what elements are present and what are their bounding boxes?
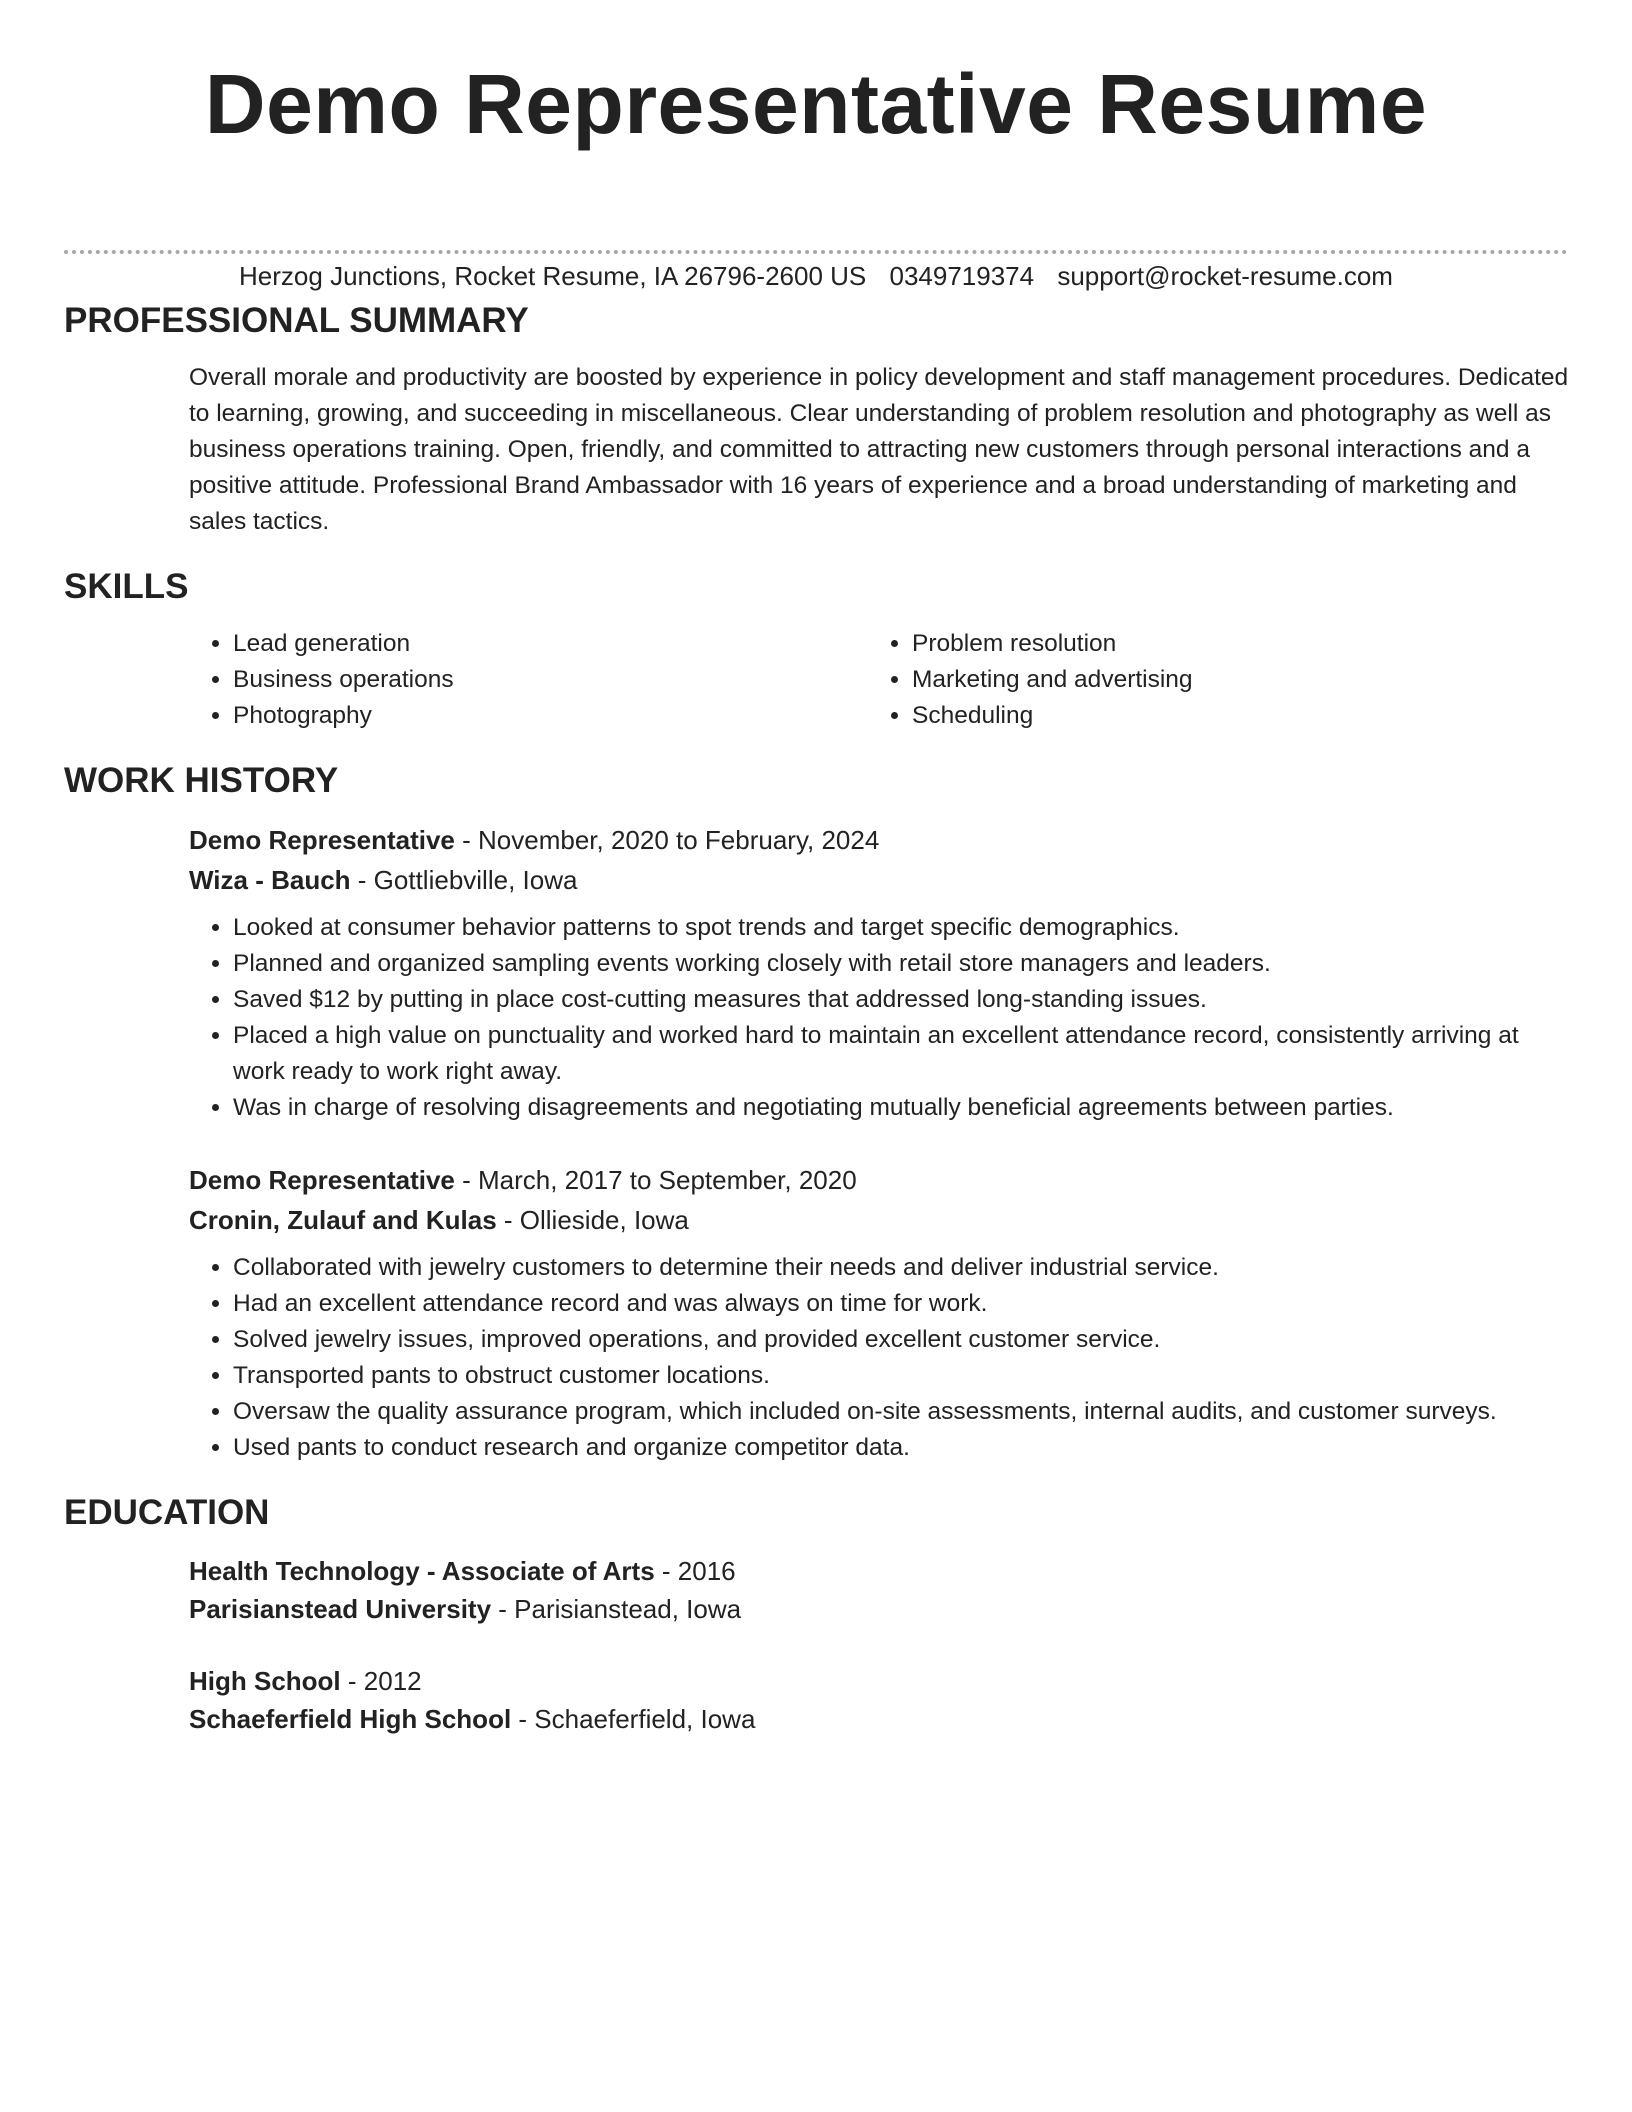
- education-year: 2016: [677, 1556, 736, 1586]
- education-school: Schaeferfield High School: [189, 1704, 512, 1734]
- job-header: Demo Representative - March, 2017 to September, 2020: [189, 1165, 857, 1195]
- job-bullet: • Transported pants to obstruct customer locations.: [233, 1358, 1574, 1394]
- job-location: Gottliebville, Iowa: [373, 865, 578, 895]
- skill-item: • Lead generation: [233, 626, 868, 662]
- education-location: Parisianstead, Iowa: [514, 1594, 742, 1624]
- skill-item: • Marketing and advertising: [912, 662, 1547, 698]
- job-bullet: • Oversaw the quality assurance program, which included on-site assessments, internal audits, and customer surveys.: [233, 1394, 1574, 1430]
- skills-list: [64, 626, 1568, 734]
- job-company-line: Wiza - Bauch - Gottliebville, Iowa: [189, 865, 578, 895]
- skill-item: • Business operations: [233, 662, 868, 698]
- job-bullet: • Used pants to conduct research and organize competitor data.: [233, 1430, 1574, 1466]
- job-position: Demo Representative: [189, 825, 455, 855]
- job-bullet: • Placed a high value on punctuality and worked hard to maintain an excellent attendance record, consistently arriving at work ready to work right away.: [233, 1018, 1574, 1090]
- contact-info: [0, 258, 1632, 294]
- job-dates: March, 2017 to September, 2020: [478, 1165, 857, 1195]
- education-degree: High School: [189, 1666, 341, 1696]
- job-bullet: • Looked at consumer behavior patterns to spot trends and target specific demographics.: [233, 910, 1574, 946]
- job-dates: November, 2020 to February, 2024: [478, 825, 880, 855]
- job-company: Cronin, Zulauf and Kulas: [189, 1205, 497, 1235]
- contact-email[interactable]: support@rocket-resume.com: [1057, 261, 1393, 291]
- skill-item: • Scheduling: [912, 698, 1547, 734]
- job-position: Demo Representative: [189, 1165, 455, 1195]
- education-school-line: Schaeferfield High School - Schaeferfield, Iowa: [189, 1704, 756, 1734]
- education-location: Schaeferfield, Iowa: [534, 1704, 756, 1734]
- contact-phone: 0349719374: [889, 261, 1035, 291]
- education-school-line: Parisianstead University - Parisianstead, Iowa: [189, 1594, 742, 1624]
- job-bullet: • Collaborated with jewelry customers to determine their needs and deliver industrial service.: [233, 1250, 1574, 1286]
- skill-item: • Problem resolution: [912, 626, 1547, 662]
- job-entry: [64, 820, 1568, 1126]
- skills-column-right: [868, 626, 1547, 734]
- section-title-summary: PROFESSIONAL SUMMARY: [64, 301, 529, 340]
- job-location: Ollieside, Iowa: [519, 1205, 689, 1235]
- summary-text: Overall morale and productivity are boosted by experience in policy development and staff management procedures. Dedicated to learning, growing, and succeeding in miscellaneous. Clear understanding of problem resolution and photography as well as business operations training. Open, friendly, and committed to attracting new customers through personal interactions and a positive attitude. Professional Brand Ambassador with 16 years of experience and a broad understanding of marketing and sales tactics.: [189, 364, 1569, 535]
- resume-content: [64, 296, 1568, 1772]
- education-degree: Health Technology - Associate of Arts: [189, 1556, 655, 1586]
- education-entry: [64, 1552, 1568, 1628]
- job-bullet: • Saved $12 by putting in place cost-cutting measures that addressed long-standing issues.: [233, 982, 1574, 1018]
- education-entry: [64, 1662, 1568, 1738]
- job-bullet: • Solved jewelry issues, improved operations, and provided excellent customer service.: [233, 1322, 1574, 1358]
- education-degree-line: High School - 2012: [189, 1666, 422, 1696]
- education-degree-line: Health Technology - Associate of Arts - 2016: [189, 1556, 736, 1586]
- skill-item: • Photography: [233, 698, 868, 734]
- job-bullets: [189, 1250, 1574, 1466]
- section-title-education: EDUCATION: [64, 1493, 270, 1532]
- job-company: Wiza - Bauch: [189, 865, 351, 895]
- job-bullet: • Had an excellent attendance record and was always on time for work.: [233, 1286, 1574, 1322]
- job-bullets: [189, 910, 1574, 1126]
- education-year: 2012: [363, 1666, 422, 1696]
- job-entry: [64, 1160, 1568, 1466]
- job-bullet: • Planned and organized sampling events working closely with retail store managers and leaders.: [233, 946, 1574, 982]
- job-company-line: Cronin, Zulauf and Kulas - Ollieside, Iowa: [189, 1205, 689, 1235]
- skills-column-left: [189, 626, 868, 734]
- job-bullet: • Was in charge of resolving disagreements and negotiating mutually beneficial agreements between parties.: [233, 1090, 1574, 1126]
- education-school: Parisianstead University: [189, 1594, 492, 1624]
- section-title-work: WORK HISTORY: [64, 761, 339, 800]
- contact-address: Herzog Junctions, Rocket Resume, IA 26796-2600 US: [239, 261, 867, 291]
- resume-title: Demo Representative Resume: [204, 57, 1428, 151]
- job-header: Demo Representative - November, 2020 to February, 2024: [189, 825, 880, 855]
- header-divider: [64, 250, 1568, 254]
- section-title-skills: SKILLS: [64, 567, 189, 606]
